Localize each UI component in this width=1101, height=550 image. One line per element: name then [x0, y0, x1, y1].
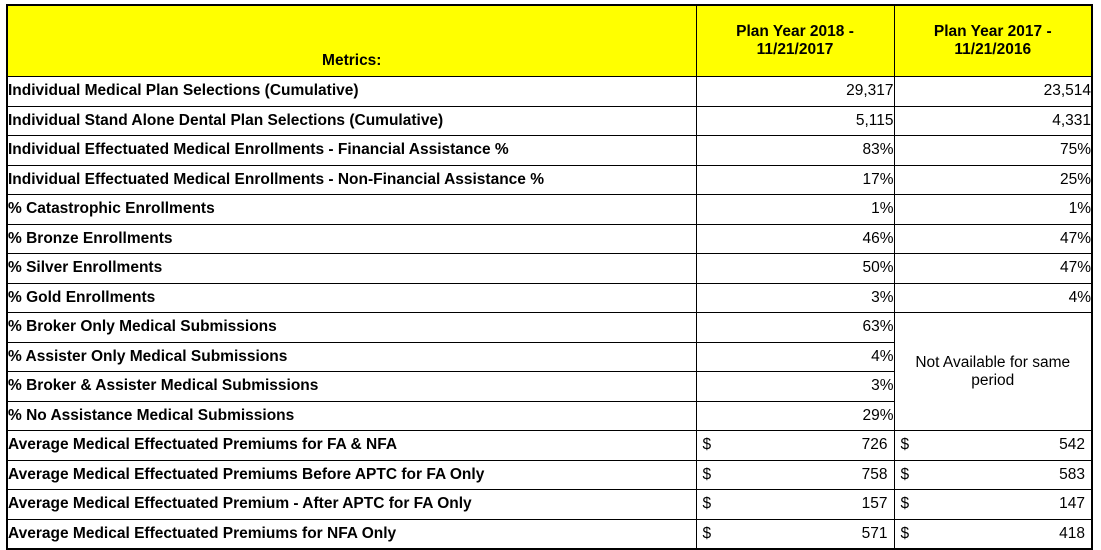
table-row [7, 254, 1092, 284]
table-header [7, 5, 1092, 77]
currency-symbol: $ [900, 465, 910, 483]
cell-plan-year-2017 [894, 490, 1092, 520]
row-label: % Broker & Assister Medical Submissions [7, 372, 696, 402]
row-label: % No Assistance Medical Submissions [7, 401, 696, 431]
row-label: % Broker Only Medical Submissions [7, 313, 696, 343]
table-row [7, 136, 1092, 166]
currency-symbol: $ [702, 436, 712, 454]
cell-value: 157 [861, 495, 888, 513]
table-body [7, 77, 1092, 550]
cell-plan-year-2017: 1% [894, 195, 1092, 225]
currency-symbol: $ [702, 524, 712, 542]
metrics-table [6, 4, 1093, 550]
cell-plan-year-2018 [696, 490, 894, 520]
row-label: % Gold Enrollments [7, 283, 696, 313]
cell-plan-year-2018: 4% [696, 342, 894, 372]
cell-plan-year-2017 [894, 460, 1092, 490]
row-label: Average Medical Effectuated Premiums for NFA Only [7, 519, 696, 549]
row-label: Average Medical Effectuated Premium - After APTC for FA Only [7, 490, 696, 520]
row-label: % Catastrophic Enrollments [7, 195, 696, 225]
cell-plan-year-2018 [696, 431, 894, 461]
row-label: Average Medical Effectuated Premiums Before APTC for FA Only [7, 460, 696, 490]
table-row [7, 490, 1092, 520]
table-row [7, 106, 1092, 136]
table-row [7, 224, 1092, 254]
header-row [7, 5, 1092, 77]
cell-plan-year-2018 [696, 460, 894, 490]
currency-symbol: $ [900, 436, 910, 454]
cell-plan-year-2017: 75% [894, 136, 1092, 166]
cell-not-available-note: Not Available for same period [894, 313, 1092, 431]
cell-plan-year-2018: 3% [696, 372, 894, 402]
row-label: % Silver Enrollments [7, 254, 696, 284]
cell-plan-year-2017 [894, 519, 1092, 549]
column-header-plan-year-2018: Plan Year 2018 - 11/21/2017 [696, 5, 894, 77]
cell-plan-year-2018: 5,115 [696, 106, 894, 136]
cell-value: 726 [861, 436, 888, 454]
cell-plan-year-2018 [696, 519, 894, 549]
cell-plan-year-2017: 47% [894, 224, 1092, 254]
row-label: Individual Effectuated Medical Enrollments - Financial Assistance % [7, 136, 696, 166]
table-row [7, 195, 1092, 225]
cell-plan-year-2017: 23,514 [894, 77, 1092, 107]
cell-value: 418 [1059, 524, 1085, 542]
currency-symbol: $ [702, 495, 712, 513]
table-row [7, 77, 1092, 107]
cell-plan-year-2018: 29% [696, 401, 894, 431]
row-label: % Assister Only Medical Submissions [7, 342, 696, 372]
cell-plan-year-2018: 46% [696, 224, 894, 254]
cell-value: 583 [1059, 465, 1085, 483]
row-label: Individual Stand Alone Dental Plan Selections (Cumulative) [7, 106, 696, 136]
spreadsheet-sheet [0, 4, 1101, 542]
cell-plan-year-2017: 4% [894, 283, 1092, 313]
cell-plan-year-2018: 63% [696, 313, 894, 343]
cell-plan-year-2018: 3% [696, 283, 894, 313]
cell-plan-year-2018: 83% [696, 136, 894, 166]
currency-symbol: $ [900, 495, 910, 513]
row-label: % Bronze Enrollments [7, 224, 696, 254]
cell-plan-year-2017: 4,331 [894, 106, 1092, 136]
row-label: Individual Medical Plan Selections (Cumulative) [7, 77, 696, 107]
cell-plan-year-2018: 29,317 [696, 77, 894, 107]
row-label: Average Medical Effectuated Premiums for FA & NFA [7, 431, 696, 461]
cell-value: 571 [861, 524, 888, 542]
table-row [7, 313, 1092, 343]
table-row [7, 431, 1092, 461]
cell-plan-year-2018: 50% [696, 254, 894, 284]
cell-plan-year-2017: 47% [894, 254, 1092, 284]
cell-value: 147 [1059, 495, 1085, 513]
cell-plan-year-2018: 1% [696, 195, 894, 225]
table-row [7, 460, 1092, 490]
column-header-metrics: Metrics: [7, 5, 696, 77]
currency-symbol: $ [900, 524, 910, 542]
table-row [7, 283, 1092, 313]
cell-value: 542 [1059, 436, 1085, 454]
table-row [7, 165, 1092, 195]
cell-plan-year-2018: 17% [696, 165, 894, 195]
table-row [7, 519, 1092, 549]
cell-plan-year-2017: 25% [894, 165, 1092, 195]
cell-value: 758 [861, 465, 888, 483]
row-label: Individual Effectuated Medical Enrollments - Non-Financial Assistance % [7, 165, 696, 195]
currency-symbol: $ [702, 465, 712, 483]
cell-plan-year-2017 [894, 431, 1092, 461]
column-header-plan-year-2017: Plan Year 2017 - 11/21/2016 [894, 5, 1092, 77]
